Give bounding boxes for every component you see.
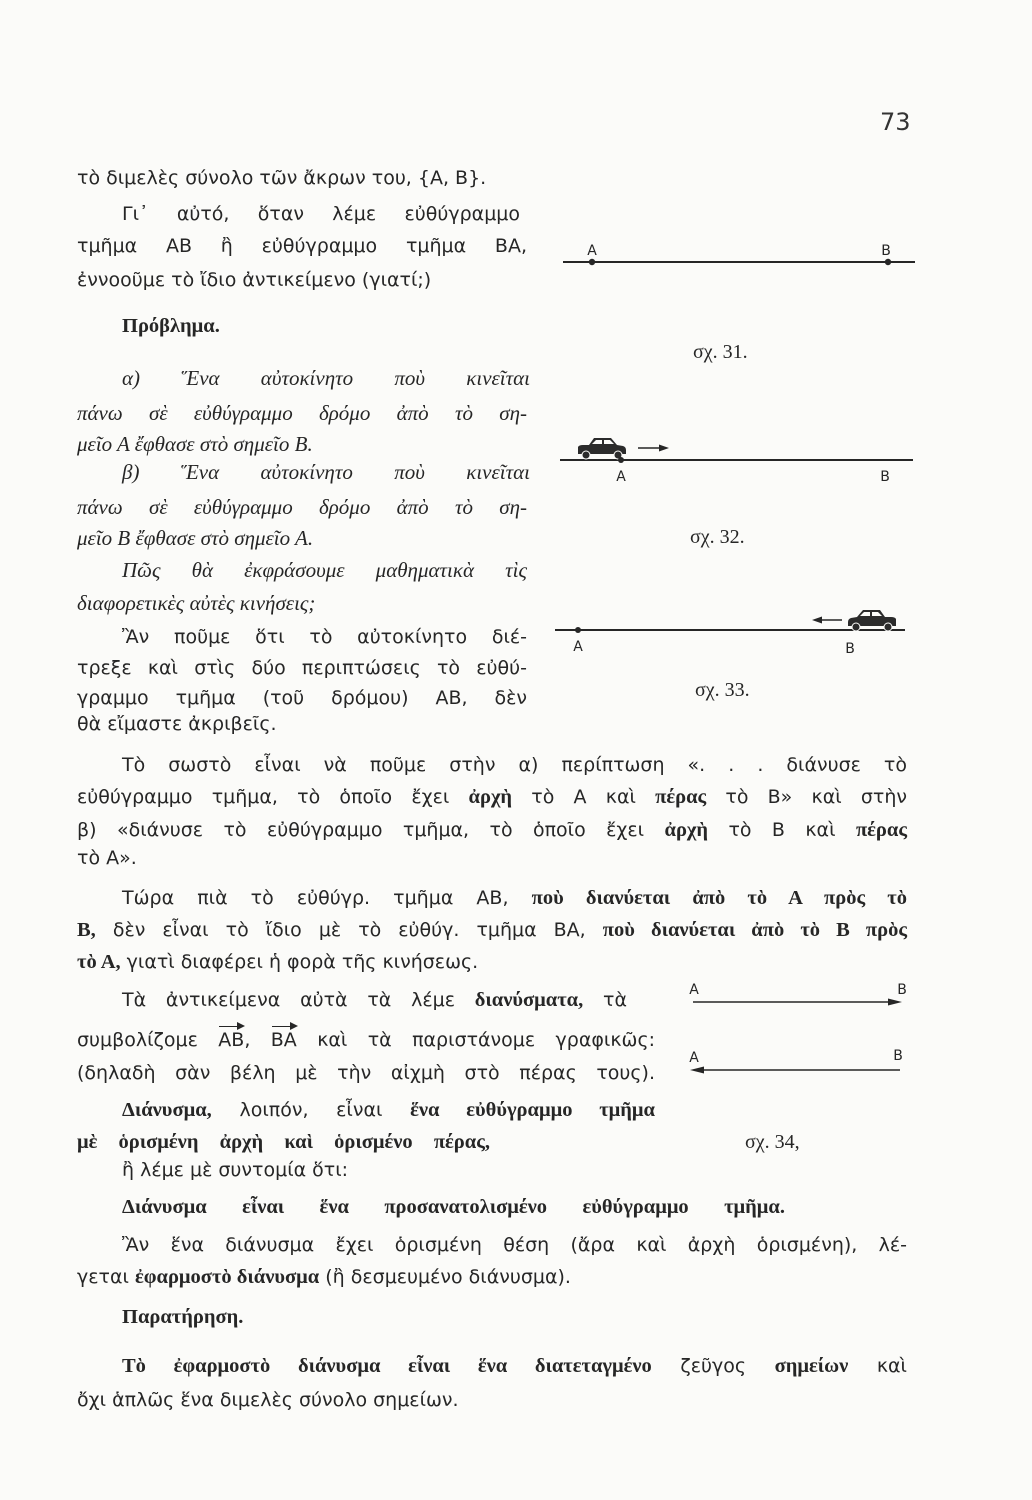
correct-line-3-text-b: τὸ Β καὶ [708, 819, 856, 841]
fig33-label-a: Α [573, 639, 583, 655]
arrow-head [659, 445, 669, 452]
vectors-line-2-text-b: καὶ τὰ παριστάνομε γραφικῶς: [296, 1029, 655, 1051]
car-icon [848, 610, 896, 631]
correct-line-4: τὸ Α». [77, 847, 137, 869]
discussion-line-1: Ἂν ποῦμε ὅτι τὸ αὐτοκίνητο διέ- [122, 626, 527, 648]
problem-line-5: πάνω σὲ εὐθύγραμμο δρόμο ἀπὸ τὸ ση- [77, 495, 527, 519]
correct-line-2-text-a: εὐθύγραμμο τμῆμα, τὸ ὁποῖο ἔχει [77, 786, 469, 808]
fig32-caption: σχ. 32. [690, 526, 745, 548]
car-wheel [582, 451, 590, 459]
correct-line-3 [77, 816, 907, 844]
fig34-vector-ab [680, 976, 920, 1012]
problem-line-3: μεῖο Α ἔφθασε στὸ σημεῖο Β. [77, 432, 313, 456]
remark-line-2: ὄχι ἁπλῶς ἕνα διμελὲς σύνολο σημείων. [77, 1389, 459, 1411]
fig34-top-label-a: Α [689, 982, 699, 998]
direction-line-1-text: Τώρα πιὰ τὸ εὐθύγρ. τμῆμα ΑΒ, [122, 887, 532, 909]
direction-line-3 [77, 948, 478, 976]
car-icon [578, 438, 626, 459]
fig34-vector-ba [680, 1044, 920, 1080]
fig31-point-a [589, 259, 595, 265]
applied-line-1: Ἂν ἕνα διάνυσμα ἔχει ὁρισμένη θέση (ἄρα καὶ ἀρχὴ ὁρισμένη), λέ- [122, 1234, 907, 1256]
term-applied-vector: ἐφαρμοστὸ διάνυσμα [134, 1266, 320, 1288]
remark-line-1-text-b: καὶ [848, 1355, 907, 1377]
remark-line-1-text-a: ζεῦγος [651, 1355, 775, 1377]
applied-line-2 [77, 1263, 571, 1291]
vectors-line-2-text-a: συμβολίζομε [77, 1029, 219, 1051]
applied-line-2-text-a: γεται [77, 1266, 135, 1288]
definition-line-1-bold: ἕνα εὐθύγραμμο τμῆμα [410, 1099, 655, 1121]
direction-line-3-bold: τὸ Α, [77, 951, 121, 973]
fig34-caption: σχ. 34, [745, 1131, 800, 1153]
fig34-bottom-label-a: Α [689, 1050, 699, 1066]
direction-line-2-bold-a: Β, [77, 919, 96, 941]
direction-line-1 [122, 884, 907, 912]
problem-line-1: α) Ἕνα αὐτοκίνητο ποὺ κινεῖται [122, 366, 530, 390]
problem-line-8: διαφορετικὲς αὐτὲς κινήσεις; [77, 591, 316, 615]
definition-line-3: ἢ λέμε μὲ συντομία ὅτι: [122, 1159, 349, 1181]
direction-line-2-text: δὲν εἶναι τὸ ἴδιο μὲ τὸ εὐθύγ. τμῆμα ΒΑ, [95, 919, 603, 941]
remark-line-1-bold-b: σημείων [774, 1355, 849, 1377]
fig34-bottom-label-b: Β [893, 1048, 903, 1064]
definition-line-1 [122, 1096, 655, 1124]
fig31-point-b [885, 259, 891, 265]
fig31-caption: σχ. 31. [693, 341, 748, 363]
correct-line-1: Τὸ σωστὸ εἶναι νὰ ποῦμε στὴν α) περίπτωση «. . . διάνυσε τὸ [122, 754, 907, 776]
discussion-line-2: τρεξε καὶ στὶς δύο περιπτώσεις τὸ εὐθύ- [77, 657, 527, 679]
correct-line-3-text-a: β) «διάνυσε τὸ εὐθύγραμμο τμῆμα, τὸ ὁποῖο ἔχει [77, 819, 665, 841]
car-wheel [884, 623, 892, 631]
definition-term: Διάνυσμα, [122, 1099, 212, 1121]
discussion-line-4: θὰ εἴμαστε ἀκριβεῖς. [77, 713, 277, 735]
fig32-label-b: Β [880, 469, 890, 485]
fig33-point-a [575, 627, 581, 633]
correct-line-2-text-b: τὸ Α καὶ [512, 786, 656, 808]
remark-line-1 [122, 1352, 907, 1380]
fig34-top-label-b: Β [897, 982, 907, 998]
intro-line-4: ἐννοοῦμε τὸ ἴδιο ἀντικείμενο (γιατί;) [77, 269, 432, 291]
fig32-point-a [618, 457, 624, 463]
arrow-head-right-icon [888, 999, 902, 1006]
vector-ba-symbol: ΒΑ [270, 1029, 297, 1051]
correct-line-2-text-c: τὸ Β» καὶ στὴν [706, 786, 908, 808]
problem-line-4: β) Ἕνα αὐτοκίνητο ποὺ κινεῖται [122, 460, 530, 484]
term-start: ἀρχὴ [664, 819, 709, 841]
car-wheel [852, 623, 860, 631]
fig33-label-b: Β [845, 641, 855, 657]
term-end: πέρας [855, 819, 907, 841]
vectors-line-1 [122, 986, 627, 1014]
applied-line-2-text-b: (ἢ δεσμευμένο διάνυσμα). [319, 1266, 571, 1288]
direction-line-1-bold: ποὺ διανύεται ἀπὸ τὸ Α πρὸς τὸ [531, 887, 908, 909]
definition-line-2: μὲ ὁρισμένη ἀρχὴ καὶ ὁρισμένο πέρας, [77, 1131, 490, 1153]
arrow-head-left-icon [690, 1067, 704, 1074]
discussion-line-3: γραμμο τμῆμα (τοῦ δρόμου) ΑΒ, δὲν [77, 687, 527, 709]
definition-line-1-text: λοιπόν, εἶναι [211, 1099, 411, 1121]
vectors-line-1-text-a: Τὰ ἀντικείμενα αὐτὰ τὰ λέμε [122, 989, 475, 1011]
problem-line-7: Πῶς θὰ ἐκφράσουμε μαθηματικὰ τὶς [122, 558, 527, 582]
arrow-head [812, 617, 822, 624]
intro-line-2: Γι᾽ αὐτό, ὅταν λέμε εὐθύγραμμο [122, 203, 520, 225]
fig31-diagram [555, 236, 925, 276]
term-vectors: διανύσματα, [474, 989, 584, 1011]
vectors-line-3: (δηλαδὴ σὰν βέλη μὲ τὴν αἰχμὴ στὸ πέρας τους). [77, 1062, 655, 1084]
fig33-diagram [550, 598, 920, 660]
direction-line-2 [77, 916, 907, 944]
term-end: πέρας [655, 786, 707, 808]
remark-heading: Παρατήρηση. [122, 1306, 244, 1328]
term-start: ἀρχὴ [468, 786, 513, 808]
problem-line-6: μεῖο Β ἔφθασε στὸ σημεῖο Α. [77, 526, 314, 550]
intro-line-3: τμῆμα ΑΒ ἢ εὐθύγραμμο τμῆμα ΒΑ, [77, 235, 527, 257]
fig31-label-b: Β [881, 243, 891, 259]
vector-ab-symbol: ΑΒ [218, 1029, 245, 1051]
vectors-line-2-comma: , [244, 1029, 271, 1051]
page-number: 73 [880, 108, 911, 136]
intro-line-1: τὸ διμελὲς σύνολο τῶν ἄκρων του, {Α, Β}. [77, 167, 487, 189]
direction-line-2-bold-b: ποὺ διανύεται ἀπὸ τὸ Β πρὸς [602, 919, 907, 941]
arrow-right-icon [638, 445, 669, 452]
problem-line-2: πάνω σὲ εὐθύγραμμο δρόμο ἀπὸ τὸ ση- [77, 401, 527, 425]
fig32-label-a: Α [616, 469, 626, 485]
remark-line-1-bold-a: Τὸ ἐφαρμοστὸ διάνυσμα εἶναι ἕνα διατεταγμένο [122, 1355, 652, 1377]
problem-heading: Πρόβλημα. [122, 315, 220, 337]
correct-line-2 [77, 783, 907, 811]
definition-line-4: Διάνυσμα εἶναι ἕνα προσανατολισμένο εὐθύγραμμο τμῆμα. [122, 1196, 785, 1218]
arrow-left-icon [812, 617, 842, 624]
fig31-label-a: Α [587, 243, 597, 259]
direction-line-3-text: γιατὶ διαφέρει ἡ φορὰ τῆς κινήσεως. [120, 951, 479, 973]
fig33-caption: σχ. 33. [695, 679, 750, 701]
fig32-diagram [555, 428, 925, 486]
vectors-line-1-text-b: τὰ [583, 989, 627, 1011]
vectors-line-2 [77, 1026, 655, 1054]
